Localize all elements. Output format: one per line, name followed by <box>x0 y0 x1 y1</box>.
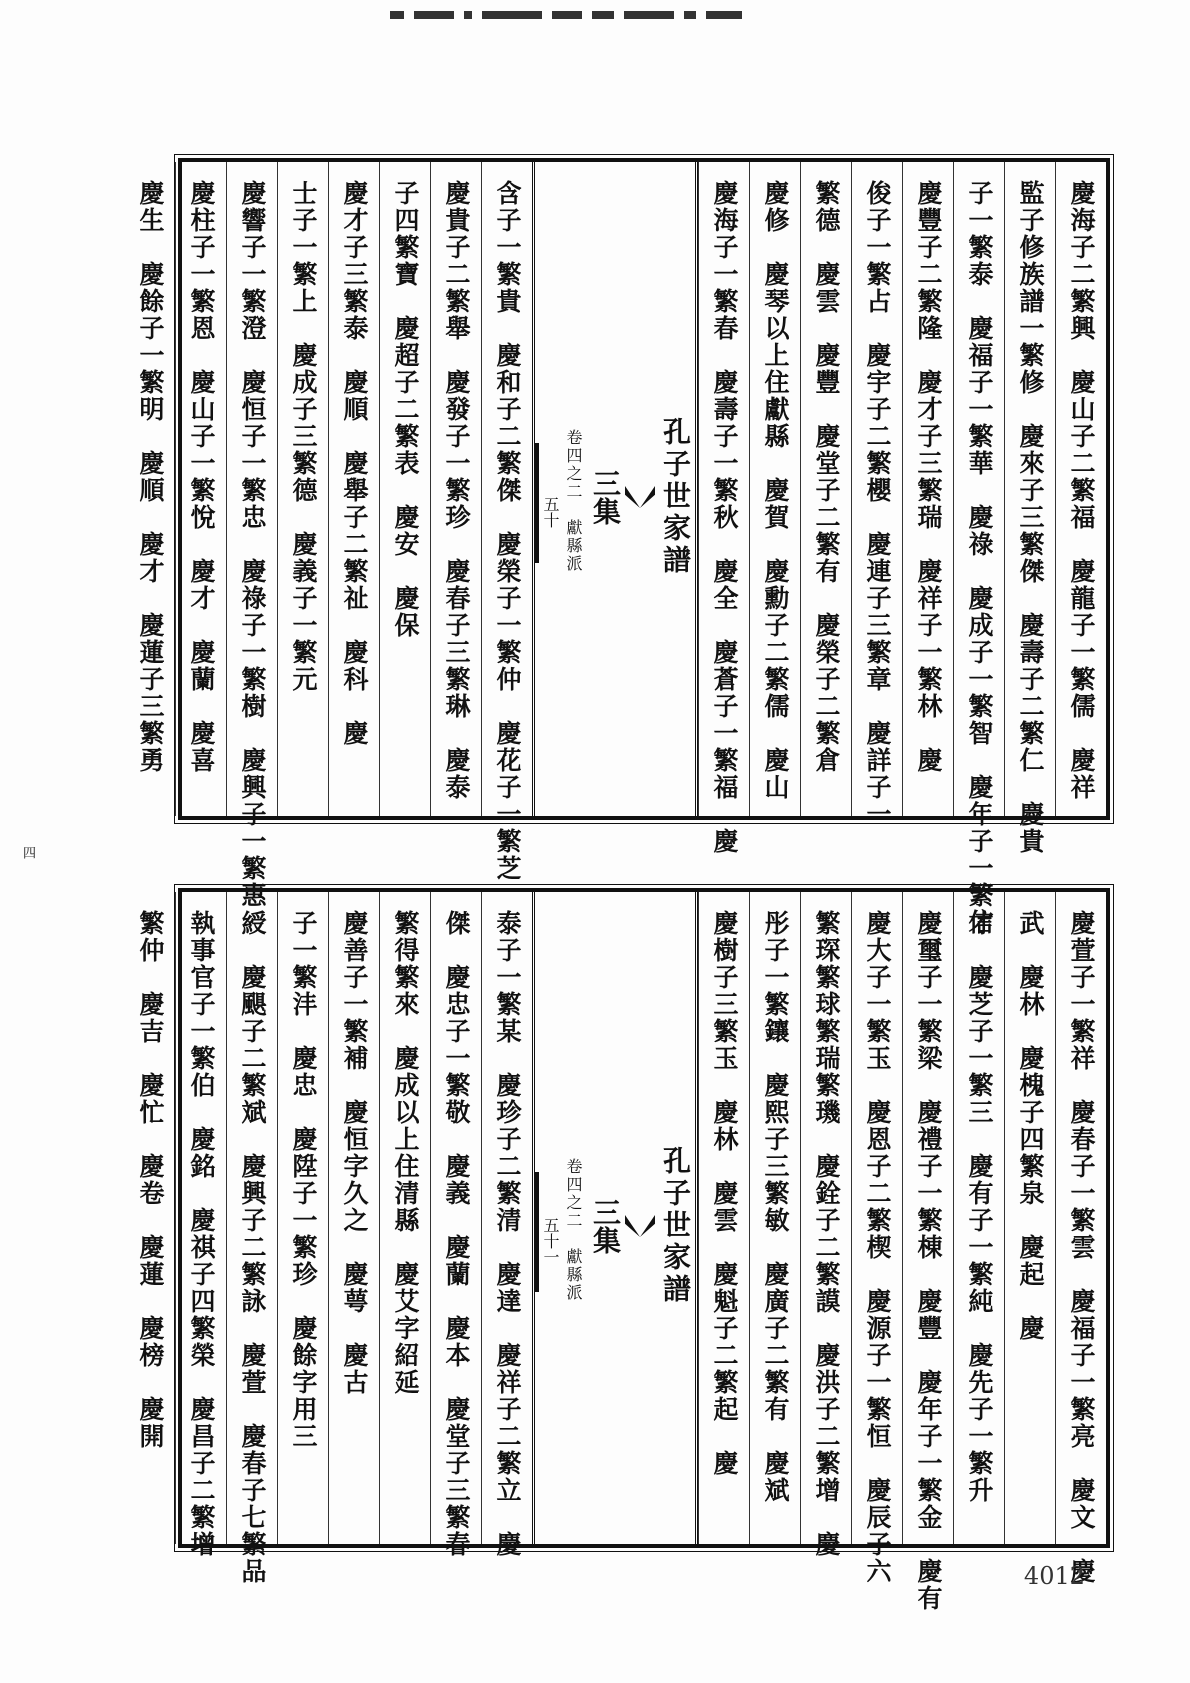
register-column: 繁琛繁球繁瑞繁璣 慶銓子二繁謨 慶洪子二繁增 慶 <box>800 892 851 1544</box>
register-column: 慶貴子二繁舉 慶發子一繁珍 慶春子三繁琳 慶泰 <box>430 162 481 816</box>
side-margin-mark: 四 <box>20 846 35 859</box>
register-column: 含子一繁貴 慶和子二繁傑 慶榮子一繁仲 慶花子一繁芝 <box>481 162 532 816</box>
register-column: 慶修 慶琴以上住獻縣 慶賀 慶勳子二繁儒 慶山 <box>749 162 800 816</box>
register-column: 俊子一繁占 慶宇子二繁櫻 慶連子三繁章 慶詳子一 <box>851 162 902 816</box>
top-register-page <box>136 158 1110 936</box>
register-column: 慶柱子一繁恩 慶山子一繁悅 慶才 慶蘭 慶喜 <box>175 162 226 816</box>
volume-branch-label: 卷四之二 獻縣派 <box>564 429 583 573</box>
register-column: 才 慶芝子一繁三 慶有子一繁純 慶先子一繁升 <box>953 892 1004 1544</box>
fold-line <box>535 443 539 563</box>
register-column: 泰子一繁某 慶珍子二繁清 慶達 慶祥子二繁立 慶 <box>481 892 532 1544</box>
register-column: 執事官子一繁伯 慶銘 慶祺子四繁榮 慶昌子二繁增 <box>175 892 226 1544</box>
collection-label: 三集 <box>589 1198 622 1254</box>
register-column: 繁仲 慶吉 慶忙 慶卷 慶蓮 慶榜 慶開 <box>136 910 165 1450</box>
register-column: 子一繁沣 慶忠 慶陞子一繁珍 慶餘字用三 <box>277 892 328 1544</box>
register-column: 子一繁泰 慶福子一繁華 慶祿 慶成子一繁智 慶年子一繁信 <box>953 162 1004 816</box>
register-column: 慶海子二繁興 慶山子二繁福 慶龍子一繁儒 慶祥 <box>1055 162 1106 816</box>
register-column: 慶大子一繁玉 慶恩子二繁楔 慶源子一繁恒 慶辰子六 <box>851 892 902 1544</box>
book-title: 孔子世家譜 <box>659 417 692 577</box>
register-column: 武 慶林 慶槐子四繁泉 慶起 慶 <box>1004 892 1055 1544</box>
top-scan-artifact <box>390 8 950 22</box>
center-fold-label <box>532 162 698 816</box>
register-column: 慶生 慶餘子一繁明 慶順 慶才 慶蓮子三繁勇 <box>136 180 165 774</box>
register-column: 士子一繁上 慶成子三繁德 慶義子一繁元 <box>277 162 328 816</box>
register-column: 慶萱子一繁祥 慶春子一繁雲 慶福子一繁亮 慶文 慶 <box>1055 892 1106 1544</box>
fish-tail-ornament-icon <box>625 1215 655 1237</box>
register-column: 傑 慶忠子一繁敬 慶義 慶蘭 慶本 慶堂子三繁春 <box>430 892 481 1544</box>
register-column: 慶善子一繁補 慶恒字久之 慶萼 慶古 <box>328 892 379 1544</box>
register-column: 慶響子一繁澄 慶恒子一繁忠 慶祿子一繁樹 慶興子一繁惠 <box>226 162 277 816</box>
collection-label: 三集 <box>589 469 622 525</box>
fold-line <box>535 1172 539 1292</box>
folio-number: 五十一 <box>541 1217 560 1265</box>
register-column: 繁德 慶雲 慶豐 慶堂子二繁有 慶榮子二繁倉 <box>800 162 851 816</box>
register-column: 監子修族譜一繁修 慶來子三繁傑 慶壽子二繁仁 慶貴 <box>1004 162 1055 816</box>
folio-number: 五十 <box>541 496 560 528</box>
fish-tail-ornament-icon <box>625 486 655 508</box>
register-column: 慶豐子二繁隆 慶才子三繁瑞 慶祥子一繁林 慶 <box>902 162 953 816</box>
register-column: 彤子一繁鑲 慶熙子三繁敏 慶廣子二繁有 慶斌 <box>749 892 800 1544</box>
center-fold-label <box>532 892 698 1544</box>
register-column: 子四繁寶 慶超子二繁表 慶安 慶保 <box>379 162 430 816</box>
book-title: 孔子世家譜 <box>659 1146 692 1306</box>
register-column: 慶海子一繁春 慶壽子一繁秋 慶全 慶蒼子一繁福 慶 <box>698 162 749 816</box>
register-column: 慶璽子一繁梁 慶禮子一繁棟 慶豐 慶年子一繁金 慶有 <box>902 892 953 1544</box>
register-column: 慶樹子三繁玉 慶林 慶雲 慶魁子二繁起 慶 <box>698 892 749 1544</box>
register-column: 綬 慶颶子二繁斌 慶興子二繁詠 慶萱 慶春子七繁品 <box>226 892 277 1544</box>
register-column: 慶才子三繁泰 慶順 慶舉子二繁祉 慶科 慶 <box>328 162 379 816</box>
page-number: 4012 <box>1023 1562 1085 1590</box>
register-column: 繁得繁來 慶成以上住清縣 慶艾字紹延 <box>379 892 430 1544</box>
volume-branch-label: 卷四之二 獻縣派 <box>564 1158 583 1302</box>
